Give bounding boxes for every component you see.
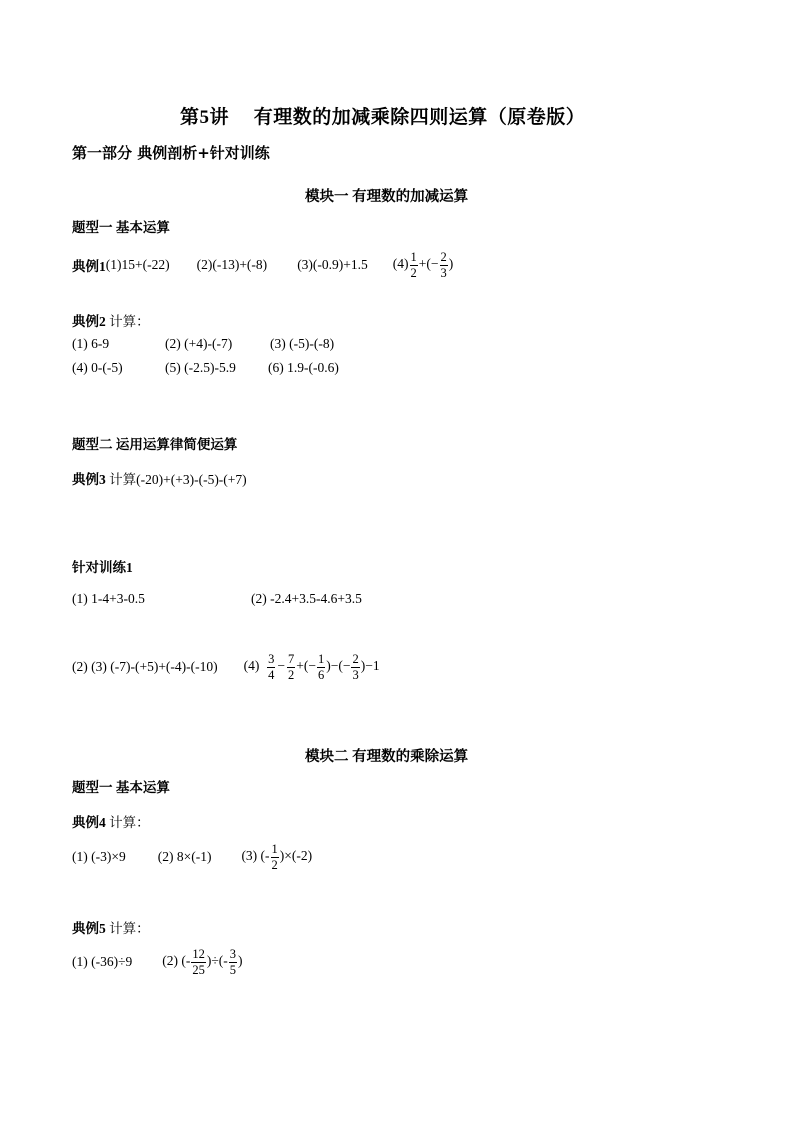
- training1-heading: 针对训练1: [72, 560, 133, 575]
- part-heading: 第一部分 典例剖析+针对训练: [72, 144, 270, 162]
- example2-item-3: (3) (-5)-(-8): [270, 336, 335, 351]
- example5-part2-prefix: (2) (-: [162, 953, 191, 969]
- fraction-numerator: 12: [192, 947, 205, 961]
- fraction: [229, 948, 237, 976]
- fraction-numerator: 2: [352, 652, 359, 666]
- fraction-numerator: 3: [268, 652, 275, 666]
- training1-part4-end: )−1: [360, 658, 380, 674]
- operator: )−(−: [326, 658, 351, 674]
- module1-type1-heading: 题型一 基本运算: [72, 220, 170, 235]
- operator: +(−: [296, 658, 317, 674]
- fraction-denominator: 2: [410, 265, 417, 280]
- example5-row: [72, 944, 243, 980]
- fraction-numerator: 1: [318, 652, 325, 666]
- fraction-numerator: 3: [229, 947, 237, 961]
- example4-part3: [241, 843, 312, 871]
- example4-row: [72, 840, 312, 874]
- fraction-denominator: 2: [271, 857, 278, 872]
- example1-part4-operator: +(−: [418, 256, 439, 272]
- example2-item-2: (2) (+4)-(-7): [165, 336, 233, 351]
- training1-part4: [244, 653, 380, 681]
- example2-heading: [72, 310, 150, 330]
- example5-heading: [72, 917, 150, 937]
- fraction-denominator: 2: [288, 667, 295, 682]
- fraction-denominator: 25: [192, 962, 205, 977]
- fraction: [287, 653, 295, 681]
- example1-part2: (2)(-13)+(-8): [196, 257, 268, 272]
- example4-label: 典例4: [72, 815, 106, 830]
- example5-label: 典例5: [72, 921, 106, 936]
- training1-part1: (1) 1-4+3-0.5: [72, 591, 145, 606]
- example3-text: 计算(-20)+(+3)-(-5)-(+7): [105, 472, 247, 487]
- module1-type2-heading: 题型二 运用运算律简便运算: [72, 437, 238, 452]
- example1-part4-prefix: (4): [392, 256, 409, 272]
- fraction-numerator: 7: [288, 652, 295, 666]
- training1-part3: (2) (3) (-7)-(+5)+(-4)-(-10): [72, 659, 218, 674]
- fraction: [271, 843, 279, 871]
- example4-part2: (2) 8×(-1): [157, 849, 212, 864]
- example4-heading: [72, 811, 150, 831]
- training1-row2: [72, 650, 380, 684]
- fraction-denominator: 4: [268, 667, 275, 682]
- training1-part4-prefix: (4): [243, 658, 260, 674]
- example2-item-4: (4) 0-(-5): [72, 360, 123, 375]
- module1-heading: 模块一 有理数的加减运算: [305, 189, 469, 205]
- example1-part4: [393, 251, 453, 279]
- fraction: [317, 653, 325, 681]
- page-title: 第5讲 有理数的加减乘除四则运算（原卷版）: [180, 107, 586, 128]
- example3-label: 典例3: [72, 472, 106, 487]
- fraction-denominator: 3: [440, 265, 447, 280]
- example5-part2-end: ): [238, 953, 243, 969]
- example1-part4-end: ): [448, 256, 454, 272]
- example5-part2-operator: )÷(-: [206, 953, 228, 969]
- training1-part2: (2) -2.4+3.5-4.6+3.5: [251, 591, 362, 606]
- fraction-denominator: 3: [352, 667, 359, 682]
- example1-part1: (1)15+(-22): [105, 257, 170, 272]
- example4-part3-prefix: (3) (-: [241, 848, 270, 864]
- fraction-numerator: 1: [410, 250, 417, 264]
- fraction: [267, 653, 275, 681]
- example4-suffix: 计算：: [105, 815, 150, 830]
- fraction: [410, 251, 418, 279]
- fraction: [440, 251, 448, 279]
- fraction-numerator: 2: [440, 250, 447, 264]
- fraction-denominator: 5: [229, 962, 237, 977]
- operator: −: [277, 658, 286, 674]
- example2-item-1: (1) 6-9: [72, 336, 110, 351]
- example4-part3-end: )×(-2): [279, 848, 313, 864]
- example2-item-5: (5) (-2.5)-5.9: [165, 360, 236, 375]
- example2-item-6: (6) 1.9-(-0.6): [268, 360, 339, 375]
- example1-part3: (3)(-0.9)+1.5: [297, 257, 368, 272]
- example4-part1: (1) (-3)×9: [72, 849, 126, 864]
- example2-suffix: 计算：: [105, 314, 150, 329]
- example1-row: [72, 248, 453, 282]
- example5-part1: (1) (-36)÷9: [72, 954, 133, 969]
- example1-label: 典例1: [72, 259, 106, 274]
- fraction-numerator: 1: [271, 842, 278, 856]
- example2-label: 典例2: [72, 314, 106, 329]
- module2-heading: 模块二 有理数的乘除运算: [305, 749, 469, 765]
- fraction: [351, 653, 359, 681]
- example5-part2: [162, 948, 242, 976]
- fraction: [191, 948, 206, 976]
- example3-row: [72, 468, 247, 488]
- fraction-denominator: 6: [318, 667, 325, 682]
- module2-type1-heading: 题型一 基本运算: [72, 780, 170, 795]
- example5-suffix: 计算：: [105, 921, 150, 936]
